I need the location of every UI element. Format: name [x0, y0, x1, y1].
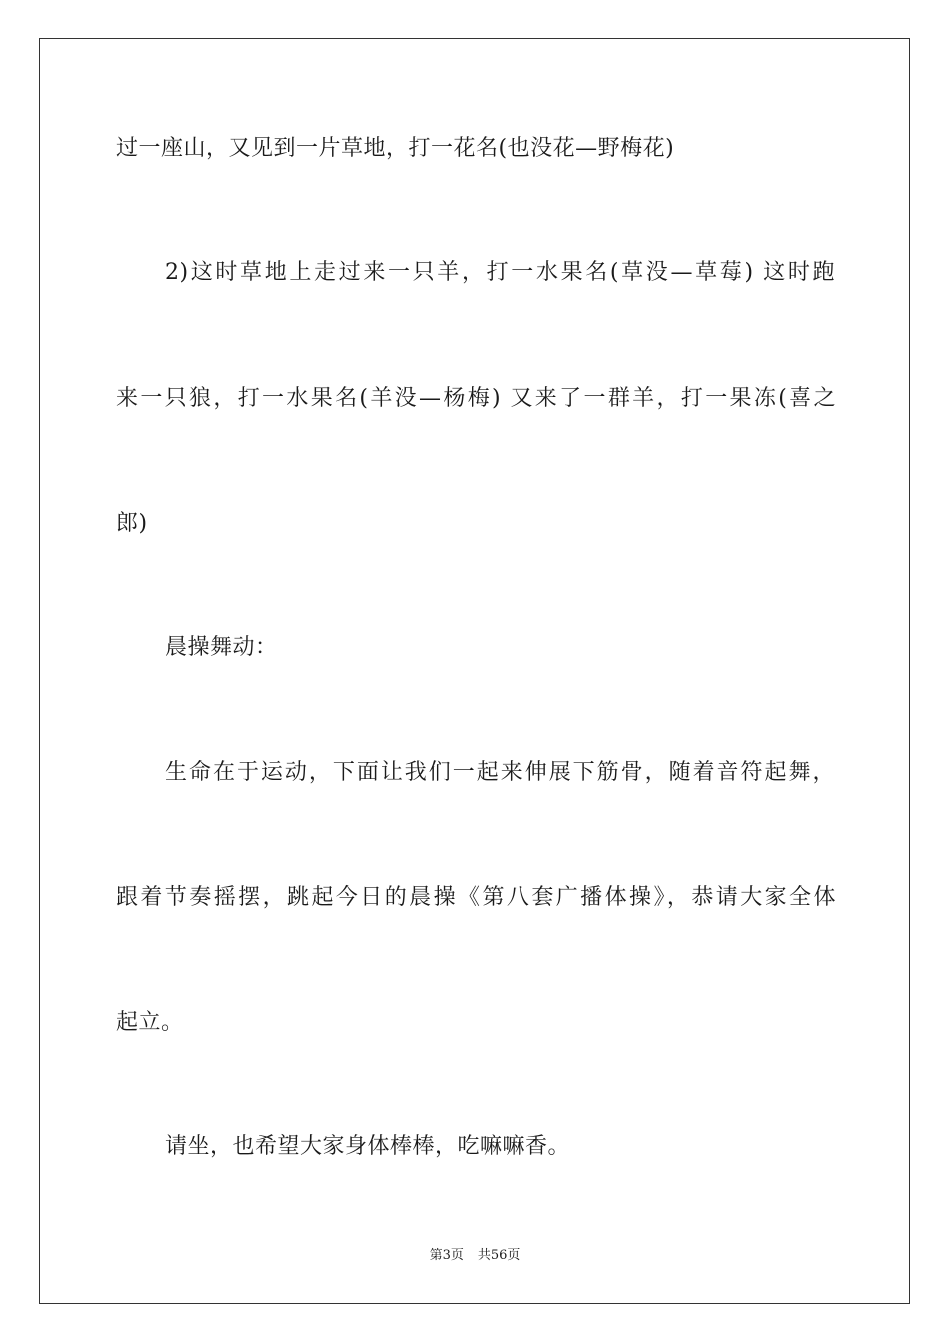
total-pages: 共56页: [477, 1248, 521, 1263]
text-line-2: 2)这时草地上走过来一只羊，打一水果名(草没—草莓) 这时跑: [165, 260, 835, 285]
page-border: [39, 38, 910, 1304]
text-line-8: 起立。: [116, 1010, 184, 1035]
page-number: 第3页: [429, 1248, 464, 1263]
text-line-4: 郎): [116, 511, 148, 536]
section-heading: 晨操舞动：: [165, 635, 278, 660]
text-line-1: 过一座山，又见到一片草地，打一花名(也没花—野梅花): [116, 136, 675, 161]
text-line-3: 来一只狼，打一水果名(羊没—杨梅) 又来了一群羊，打一果冻(喜之: [116, 386, 836, 411]
text-line-6: 生命在于运动，下面让我们一起来伸展下筋骨，随着音符起舞，: [165, 760, 835, 785]
text-line-7: 跟着节奏摇摆，跳起今日的晨操《第八套广播体操》，恭请大家全体: [116, 885, 836, 910]
text-line-9: 请坐，也希望大家身体棒棒，吃嘛嘛香。: [165, 1134, 571, 1159]
page-footer: [0, 1248, 950, 1264]
